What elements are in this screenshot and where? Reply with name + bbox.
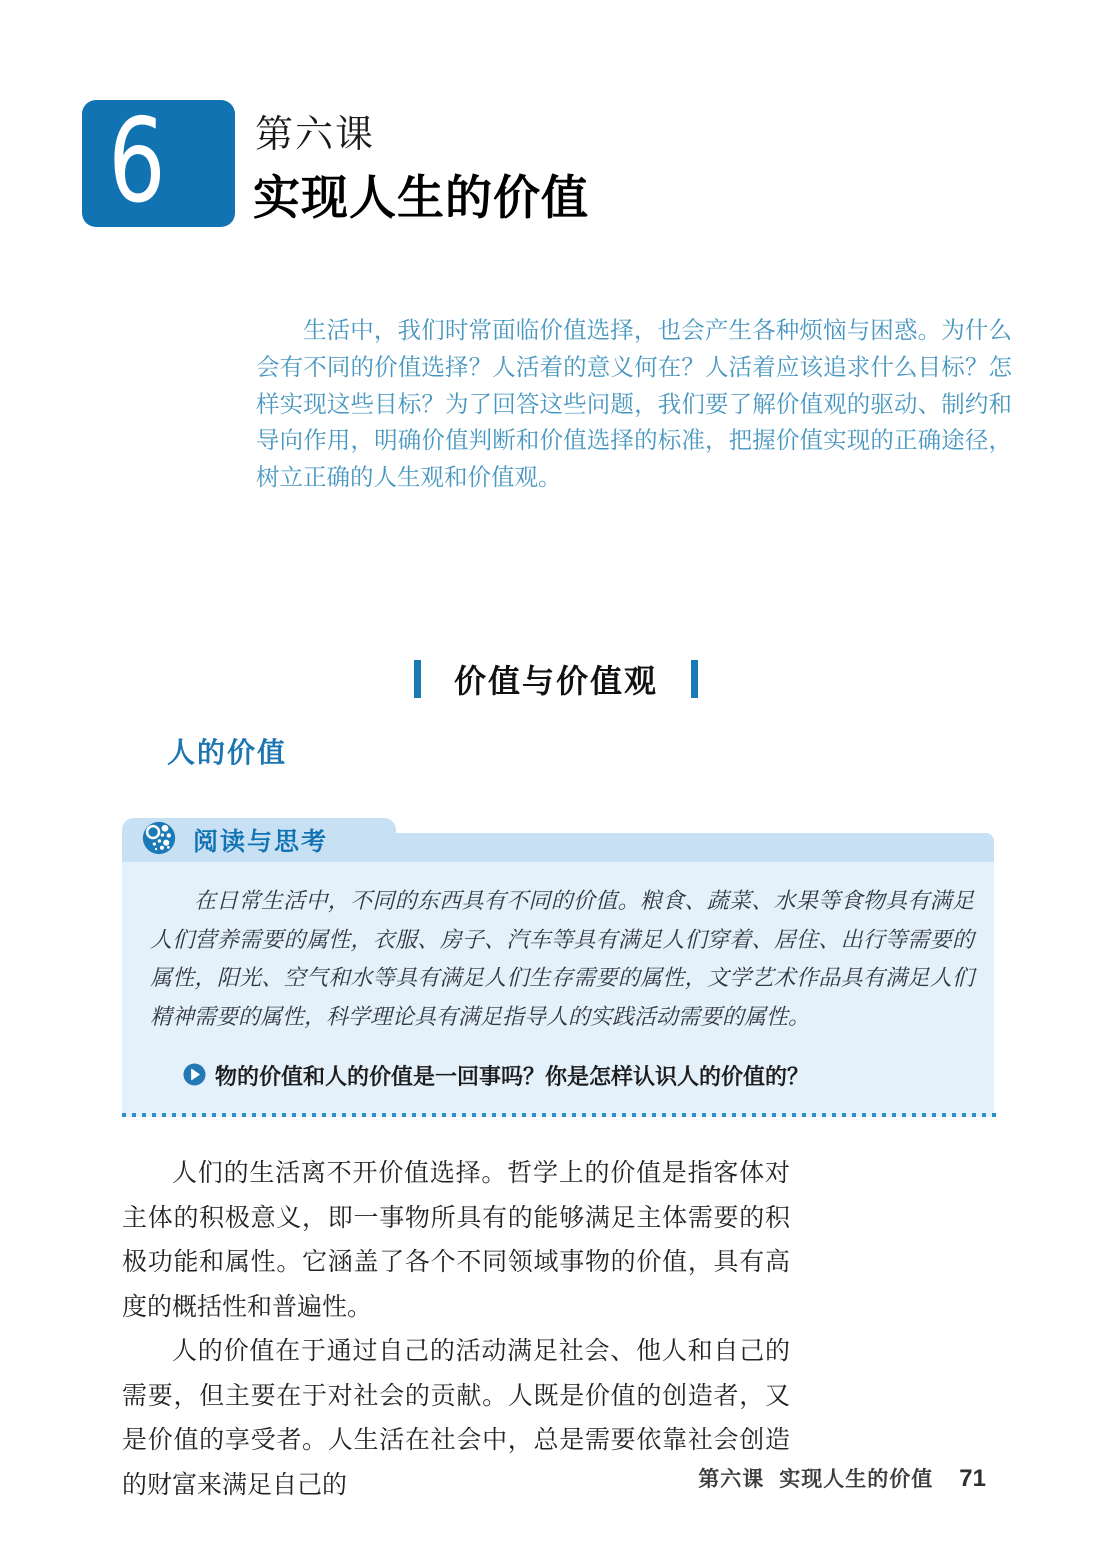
bubbles-reading-icon (142, 821, 176, 860)
footer-chapter (698, 1463, 933, 1493)
section-bar-right (691, 660, 698, 698)
footer-lesson-title: 实现人生的价值 (779, 1467, 934, 1491)
page-footer (698, 1463, 986, 1493)
arrow-right-circle-icon (183, 1063, 206, 1092)
reading-question-row (183, 1060, 976, 1092)
body-paragraph: 人们的生活离不开价值选择。哲学上的价值是指客体对主体的积极意义，即一事物所具有的能够满足主体需要的积极功能和属性。它涵盖了各个不同领域事物的价值，具有高度的概括性和普遍性。 (122, 1160, 790, 1321)
body-text (122, 1152, 790, 1508)
reading-thinking-box (122, 818, 994, 1117)
dotted-divider (122, 1113, 998, 1117)
reading-box-content (122, 862, 994, 1117)
reading-passage: 在日常生活中，不同的东西具有不同的价值。粮食、蔬菜、水果等食物具有满足人们营养需要的属性，衣服、房子、汽车等具有满足人们穿着、居住、出行等需要的属性，阳光、空气和水等具有满足人们生存需要的属性，文学艺术作品具有满足人们精神需要的属性，科学理论具有满足指导人的实践活动需要的属性。 (150, 888, 974, 1029)
reading-box-tab (122, 818, 396, 862)
lesson-number-badge (82, 93, 235, 229)
subsection-title: 人的价值 (167, 738, 288, 769)
section-header (122, 656, 990, 702)
body-paragraph: 人的价值在于通过自己的活动满足社会、他人和自己的需要，但主要在于对社会的贡献。人既是价值的创造者，又是价值的享受者。人生活在社会中，总是需要依靠社会创造的财富来满足自己的 (122, 1338, 790, 1499)
footer-lesson-label: 第六课 (698, 1467, 765, 1491)
page-number: 71 (959, 1465, 986, 1492)
reading-question-text: 物的价值和人的价值是一回事吗？你是怎样认识人的价值的？ (215, 1064, 810, 1089)
chapter-label: 第六课 (255, 114, 376, 156)
section-title: 价值与价值观 (453, 663, 658, 699)
section-bar-left (414, 660, 421, 698)
lesson-number: 6 (107, 93, 166, 229)
chapter-title: 实现人生的价值 (253, 171, 589, 224)
intro-paragraph: 生活中，我们时常面临价值选择，也会产生各种烦恼与困惑。为什么会有不同的价值选择？人活着的意义何在？人活着应该追求什么目标？怎样实现这些目标？为了回答这些问题，我们要了解价值观的驱动、制约和导向作用，明确价值判断和价值选择的标准，把握价值实现的正确途径，树立正确的人生观和价值观。 (256, 317, 1012, 491)
reading-box-tab-label: 阅读与思考 (193, 828, 329, 856)
